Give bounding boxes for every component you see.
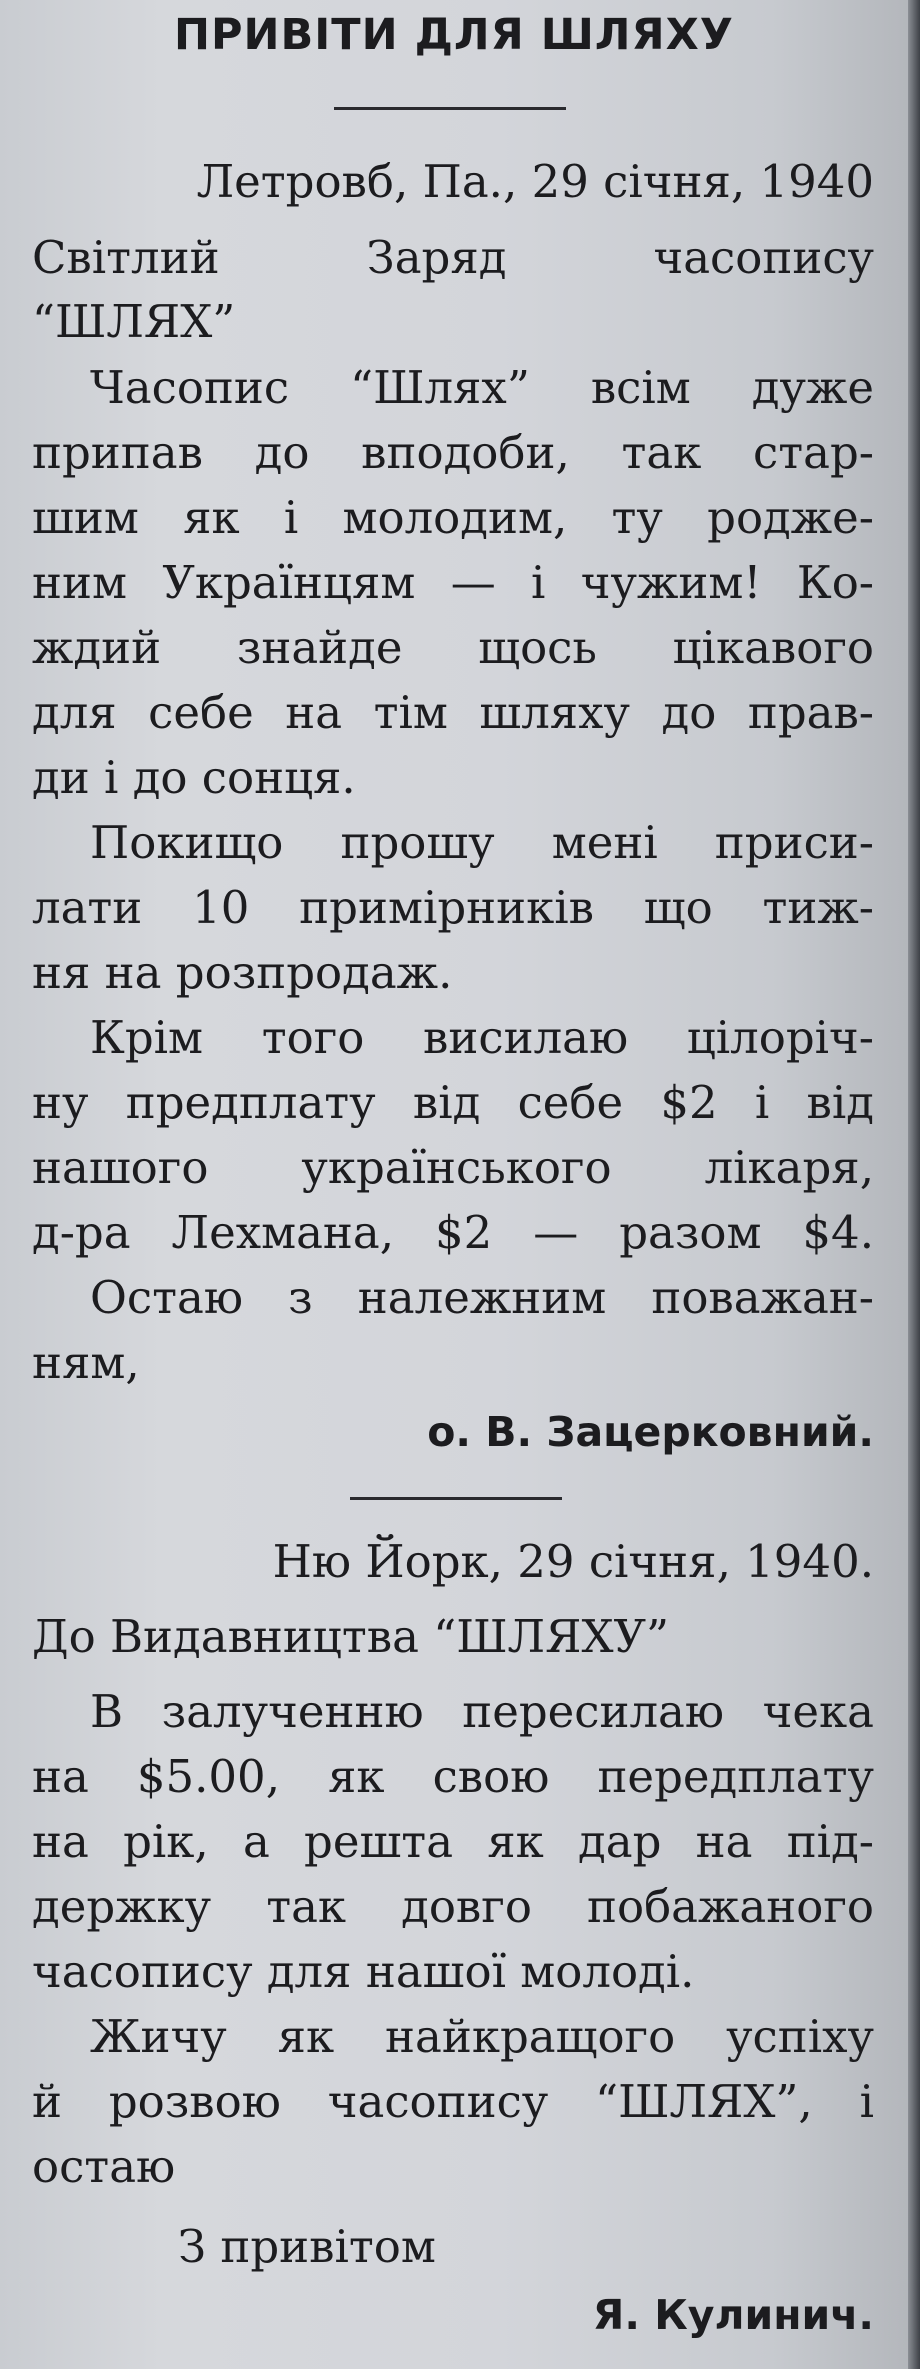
article-title: ПРИВІТИ ДЛЯ ШЛЯХУ <box>174 10 734 60</box>
letter1-line: для себе на тім шляху до прав- <box>32 686 874 739</box>
letter1-date: Летровб, Па., 29 січня, 1940 <box>196 155 874 208</box>
letter1-line: нашого українського лікаря, <box>32 1141 874 1194</box>
letter2-line: держку так довго побажаного <box>32 1880 874 1933</box>
letter1-line: шим як і молодим, ту родже- <box>32 491 874 544</box>
letter2-addressee: До Видавництва “ШЛЯХУ” <box>32 1610 670 1663</box>
letter1-line: Крім того висилаю цілоріч- <box>90 1011 874 1064</box>
letter1-line: ним Українцям — і чужим! Ко- <box>32 556 874 609</box>
clipping-edge-shadow <box>908 0 920 2369</box>
letter1-line: Покищо прошу мені приси- <box>90 816 874 869</box>
letter1-line: ням, <box>32 1336 140 1389</box>
letter1-addressee-paper: “ШЛЯХ” <box>32 295 236 348</box>
letter2-line: на $5.00, як свою передплату <box>32 1750 874 1803</box>
letter1-line: ну предплату від себе $2 і від <box>32 1076 874 1129</box>
letter1-line: Часопис “Шлях” всім дуже <box>90 361 874 414</box>
letter1-line: припав до вподоби, так стар- <box>32 426 874 479</box>
letter2-signature: Я. Кулинич. <box>592 2291 874 2339</box>
letter1-line: Остаю з належним поважан- <box>90 1271 874 1324</box>
letter1-line: д-ра Лехмана, $2 — разом $4. <box>32 1206 874 1259</box>
letter1-addressee: Світлий Заряд часопису <box>32 231 874 284</box>
title-divider <box>334 107 566 110</box>
letter1-line: ждий знайде щось цікавого <box>32 621 874 674</box>
letter1-line: ня на розпродаж. <box>32 946 453 999</box>
letter2-line: й розвою часопису “ШЛЯХ”, і <box>32 2075 874 2128</box>
letter2-line: остаю <box>32 2140 176 2193</box>
letter2-closing: З привітом <box>178 2220 436 2273</box>
letter2-line: Жичу як найкращого успіху <box>90 2010 874 2063</box>
letter2-date: Ню Йорк, 29 січня, 1940. <box>272 1535 874 1588</box>
letters-divider <box>350 1497 562 1500</box>
letter1-signature: о. В. Зацерковний. <box>427 1408 874 1456</box>
letter2-line: часопису для нашої молоді. <box>32 1945 695 1998</box>
letter2-line: на рік, а решта як дар на під- <box>32 1815 874 1868</box>
letter2-line: В залученню пересилаю чека <box>90 1685 874 1738</box>
letter1-line: ди і до сонця. <box>32 751 356 804</box>
letter1-line: лати 10 примірників що тиж- <box>32 881 874 934</box>
